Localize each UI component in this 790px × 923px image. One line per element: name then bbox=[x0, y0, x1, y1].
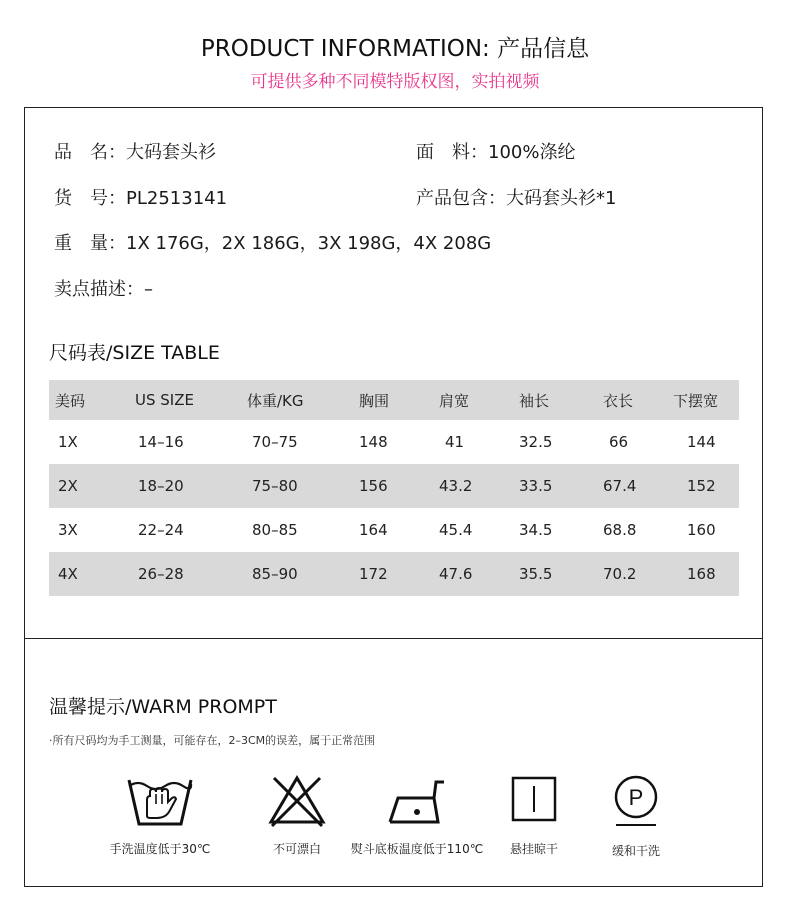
care-item-iron bbox=[349, 772, 485, 857]
section-divider bbox=[24, 638, 763, 639]
table-cell: 70.2 bbox=[603, 565, 637, 583]
info-fabric bbox=[416, 138, 575, 164]
table-cell: 67.4 bbox=[603, 477, 637, 495]
table-cell: 41 bbox=[445, 433, 465, 451]
table-cell: 3X bbox=[58, 521, 78, 539]
warm-prompt-note: ·所有尺码均为手工测量，可能存在，2–3CM的误差，属于正常范围 bbox=[49, 734, 376, 747]
table-cell: 43.2 bbox=[439, 477, 473, 495]
table-cell: 164 bbox=[359, 521, 388, 539]
no-bleach-icon bbox=[266, 772, 328, 828]
table-cell: 68.8 bbox=[603, 521, 637, 539]
table-header-cell: 衣长 bbox=[603, 391, 634, 410]
care-label: 不可漂白 bbox=[272, 842, 321, 856]
table-cell: 14–16 bbox=[138, 433, 184, 451]
care-item-no-bleach bbox=[237, 772, 357, 857]
info-contents-value: 大码套头衫*1 bbox=[506, 188, 617, 209]
table-cell: 148 bbox=[359, 433, 388, 451]
table-cell: 70–75 bbox=[252, 433, 298, 451]
care-label: 悬挂晾干 bbox=[509, 842, 558, 856]
table-header-cell: 体重/KG bbox=[247, 391, 304, 410]
info-name-label: 品 名： bbox=[54, 142, 126, 163]
size-table-title: 尺码表/SIZE TABLE bbox=[49, 342, 220, 364]
table-header-cell: 胸围 bbox=[359, 391, 390, 410]
table-cell: 160 bbox=[687, 521, 716, 539]
table-cell: 33.5 bbox=[519, 477, 553, 495]
info-selling-label: 卖点描述： bbox=[54, 279, 144, 300]
table-header-cell: 肩宽 bbox=[439, 391, 470, 410]
table-cell: 18–20 bbox=[138, 477, 184, 495]
table-cell: 172 bbox=[359, 565, 388, 583]
table-row bbox=[49, 552, 739, 596]
info-weight-label: 重 量： bbox=[54, 233, 126, 254]
table-cell: 47.6 bbox=[439, 565, 473, 583]
size-table bbox=[49, 380, 739, 596]
care-item-gentle-dry-clean bbox=[586, 772, 686, 859]
table-cell: 22–24 bbox=[138, 521, 184, 539]
table-cell: 26–28 bbox=[138, 565, 184, 583]
table-cell: 66 bbox=[609, 433, 629, 451]
hand-wash-icon bbox=[125, 772, 195, 828]
table-cell: 34.5 bbox=[519, 521, 553, 539]
svg-text:P: P bbox=[628, 785, 644, 810]
table-cell: 2X bbox=[58, 477, 78, 495]
care-label: 手洗温度低于30℃ bbox=[109, 842, 211, 856]
table-cell: 80–85 bbox=[252, 521, 298, 539]
page-subtitle: 可提供多种不同模特版权图，实拍视频 bbox=[250, 72, 540, 92]
info-weight bbox=[54, 229, 491, 255]
info-item-no-label: 货 号： bbox=[54, 188, 126, 209]
info-fabric-value: 100%涤纶 bbox=[488, 142, 576, 163]
table-header-cell: 下摆宽 bbox=[673, 391, 719, 410]
size-table-header-row bbox=[49, 380, 739, 420]
table-cell: 144 bbox=[687, 433, 716, 451]
info-contents bbox=[416, 184, 616, 210]
table-cell: 85–90 bbox=[252, 565, 298, 583]
table-cell: 1X bbox=[58, 433, 78, 451]
table-cell: 75–80 bbox=[252, 477, 298, 495]
dry-clean-p-icon bbox=[610, 772, 662, 830]
table-header-cell: US SIZE bbox=[135, 391, 194, 409]
table-cell: 168 bbox=[687, 565, 716, 583]
table-cell: 32.5 bbox=[519, 433, 553, 451]
table-cell: 45.4 bbox=[439, 521, 473, 539]
table-cell: 4X bbox=[58, 565, 78, 583]
care-item-hand-wash bbox=[100, 772, 220, 857]
page-title: PRODUCT INFORMATION: 产品信息 bbox=[200, 36, 590, 62]
info-weight-value: 1X 176G，2X 186G，3X 198G，4X 208G bbox=[126, 233, 492, 254]
info-selling-value: – bbox=[144, 279, 153, 300]
table-cell: 35.5 bbox=[519, 565, 553, 583]
info-contents-label: 产品包含： bbox=[416, 188, 506, 209]
info-selling-points bbox=[54, 275, 153, 301]
table-row bbox=[49, 464, 739, 508]
info-fabric-label: 面 料： bbox=[416, 142, 488, 163]
care-label: 缓和干洗 bbox=[611, 844, 660, 858]
table-cell: 156 bbox=[359, 477, 388, 495]
iron-icon bbox=[384, 772, 450, 828]
care-label: 熨斗底板温度低于110℃ bbox=[350, 842, 484, 856]
info-item-no-value: PL2513141 bbox=[126, 188, 228, 209]
hang-dry-icon bbox=[509, 772, 559, 828]
table-cell: 152 bbox=[687, 477, 716, 495]
info-name-value: 大码套头衫 bbox=[126, 142, 216, 163]
info-name bbox=[54, 138, 216, 164]
table-header-cell: 袖长 bbox=[519, 391, 550, 410]
info-item-no bbox=[54, 184, 227, 210]
table-row bbox=[49, 420, 739, 464]
care-item-hang-dry bbox=[484, 772, 584, 857]
table-header-cell: 美码 bbox=[55, 391, 86, 410]
table-row bbox=[49, 508, 739, 552]
warm-prompt-title: 温馨提示/WARM PROMPT bbox=[49, 696, 277, 718]
